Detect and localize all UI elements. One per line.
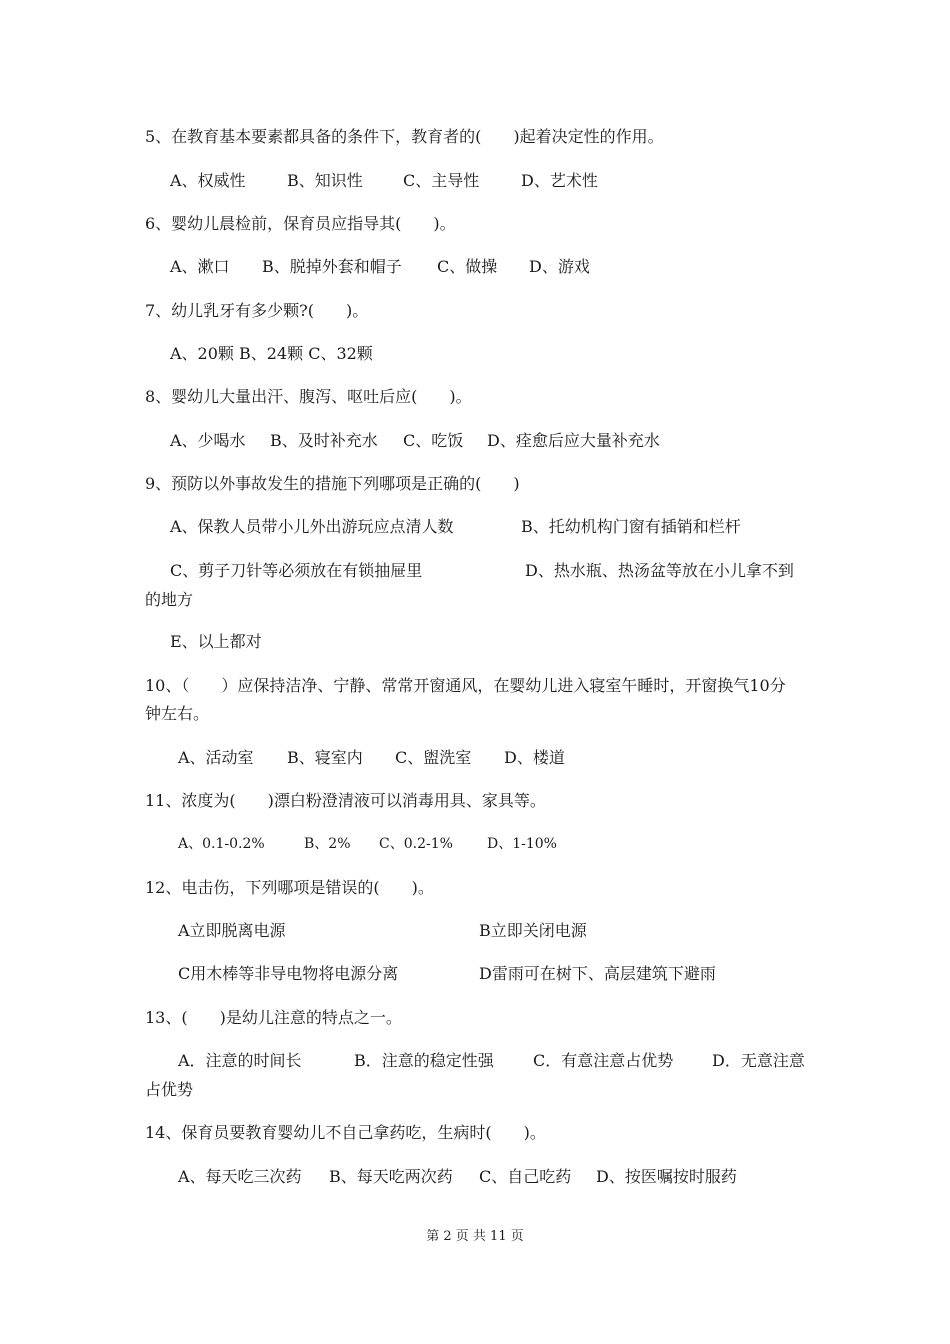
question-9-stem: 9、预防以外事故发生的措施下列哪项是正确的( ) xyxy=(145,474,520,493)
question-8-stem: 8、婴幼儿大量出汗、腹泻、呕吐后应( )。 xyxy=(145,387,472,406)
question-6-stem: 6、婴幼儿晨检前，保育员应指导其( )。 xyxy=(145,214,456,233)
q13-option-d-cont: 占优势 xyxy=(145,1080,194,1099)
q13-option-c: C．有意注意占优势 xyxy=(533,1051,674,1070)
question-10-stem-cont: 钟左右。 xyxy=(145,704,210,723)
q6-option-d: D、游戏 xyxy=(529,257,590,276)
question-5-stem: 5、在教育基本要素都具备的条件下，教育者的( )起着决定性的作用。 xyxy=(145,127,664,146)
q14-option-a: A、每天吃三次药 xyxy=(178,1167,302,1186)
q13-option-b: B．注意的稳定性强 xyxy=(354,1051,494,1070)
q5-option-c: C、主导性 xyxy=(403,171,480,190)
question-14-stem: 14、保育员要教育婴幼儿不自己拿药吃，生病时( )。 xyxy=(145,1123,546,1142)
q12-option-c: C用木棒等非导电物将电源分离 xyxy=(178,964,399,983)
q8-option-a: A、少喝水 xyxy=(170,431,246,450)
q9-option-e: E、以上都对 xyxy=(170,632,262,651)
q6-option-a: A、漱口 xyxy=(170,257,230,276)
q10-option-d: D、楼道 xyxy=(504,748,565,767)
q11-option-b: B、2% xyxy=(304,836,351,852)
q5-option-d: D、艺术性 xyxy=(521,171,598,190)
q13-option-d: D．无意注意 xyxy=(712,1051,805,1070)
q11-option-d: D、1-10% xyxy=(487,836,557,852)
question-12-stem: 12、电击伤，下列哪项是错误的( )。 xyxy=(145,878,434,897)
page-footer: 第 2 页 共 11 页 xyxy=(426,1229,524,1244)
q9-option-c: C、剪子刀针等必须放在有锁抽屉里 xyxy=(170,561,423,580)
q5-option-a: A、权威性 xyxy=(170,171,246,190)
q13-option-a: A．注意的时间长 xyxy=(178,1051,302,1070)
q8-option-d: D、痊愈后应大量补充水 xyxy=(487,431,660,450)
q8-option-b: B、及时补充水 xyxy=(270,431,378,450)
q6-option-b: B、脱掉外套和帽子 xyxy=(262,257,402,276)
question-10-stem: 10、（ ）应保持洁净、宁静、常常开窗通风，在婴幼儿进入寝室午睡时，开窗换气10分 xyxy=(145,676,786,695)
q9-option-d: D、热水瓶、热汤盆等放在小儿拿不到 xyxy=(525,561,794,580)
q8-option-c: C、吃饭 xyxy=(403,431,464,450)
q12-option-b: B立即关闭电源 xyxy=(479,921,587,940)
q7-options: A、20颗 B、24颗 C、32颗 xyxy=(170,344,373,363)
q11-option-c: C、0.2-1% xyxy=(379,836,453,852)
question-13-stem: 13、( )是幼儿注意的特点之一。 xyxy=(145,1008,402,1027)
question-11-stem: 11、浓度为( )漂白粉澄清液可以消毒用具、家具等。 xyxy=(145,791,546,810)
q9-option-d-cont: 的地方 xyxy=(145,590,194,609)
q12-option-d: D雷雨可在树下、高层建筑下避雨 xyxy=(479,964,716,983)
q14-option-c: C、自己吃药 xyxy=(479,1167,572,1186)
q12-option-a: A立即脱离电源 xyxy=(178,921,286,940)
q9-option-b: B、托幼机构门窗有插销和栏杆 xyxy=(521,517,741,536)
question-7-stem: 7、幼儿乳牙有多少颗?( )。 xyxy=(145,301,369,320)
q6-option-c: C、做操 xyxy=(437,257,498,276)
q10-option-a: A、活动室 xyxy=(178,748,254,767)
q14-option-d: D、按医嘱按时服药 xyxy=(596,1167,737,1186)
q5-option-b: B、知识性 xyxy=(287,171,363,190)
q10-option-b: B、寝室内 xyxy=(287,748,363,767)
q11-option-a: A、0.1-0.2% xyxy=(178,836,265,852)
q10-option-c: C、盥洗室 xyxy=(395,748,472,767)
q14-option-b: B、每天吃两次药 xyxy=(329,1167,453,1186)
q9-option-a: A、保教人员带小儿外出游玩应点清人数 xyxy=(170,517,454,536)
